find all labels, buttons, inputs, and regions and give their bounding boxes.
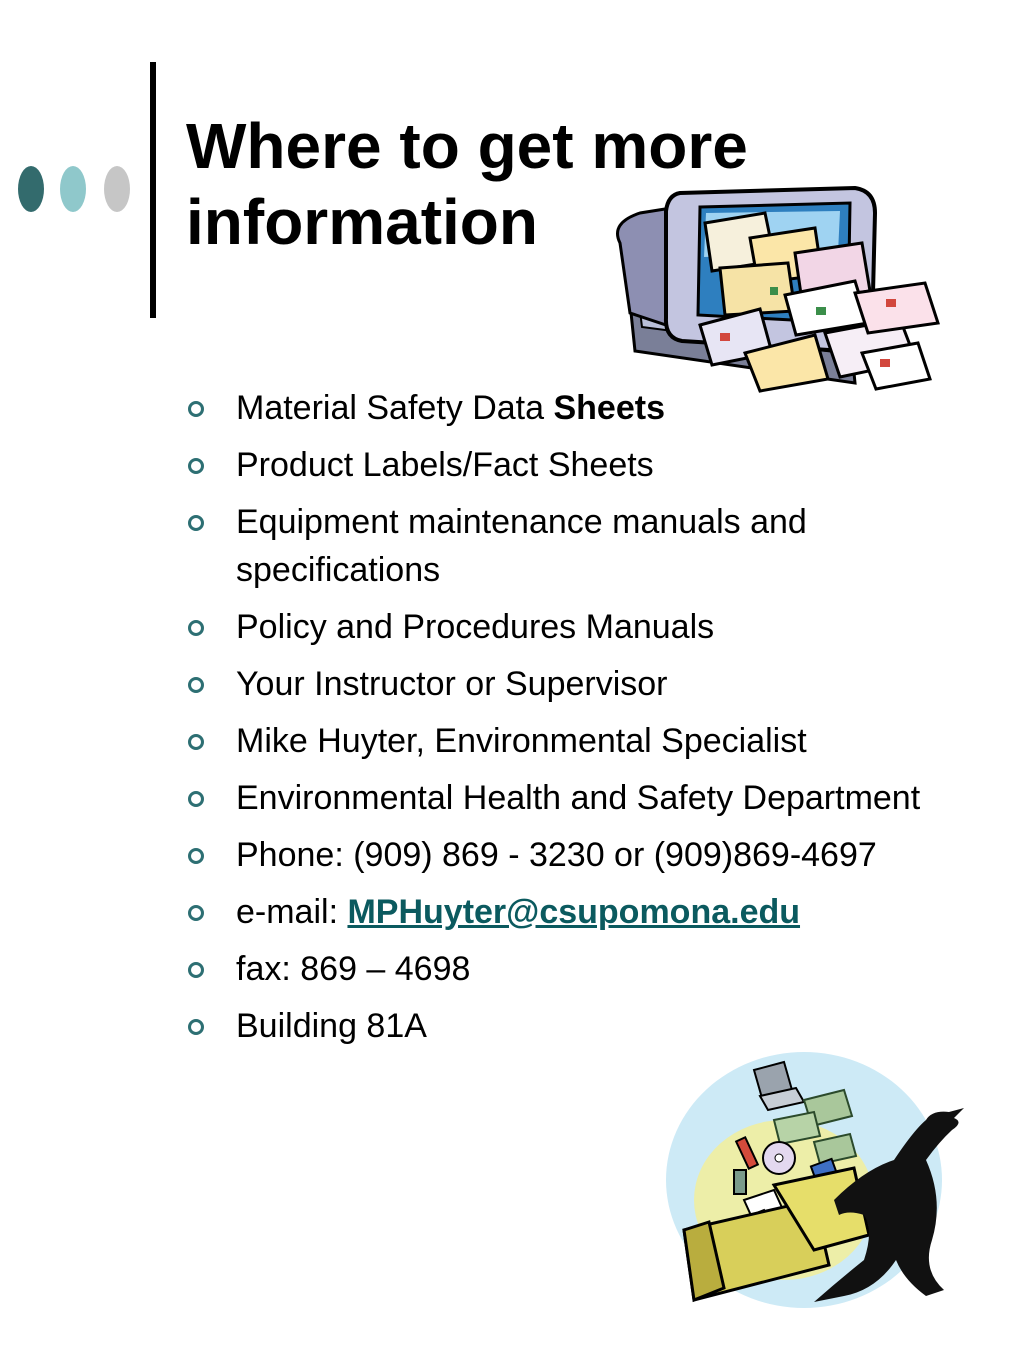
bullet-ring-icon <box>188 1019 204 1035</box>
bullet-ring-icon <box>188 677 204 693</box>
bullet-ring-icon <box>188 515 204 531</box>
bullet-list <box>186 384 976 1059</box>
bullet-ring-icon <box>188 848 204 864</box>
bullet-ring-icon <box>188 458 204 474</box>
bullet-ring-icon <box>188 734 204 750</box>
title-line-1: Where to get more <box>186 110 748 182</box>
title-divider <box>150 62 156 318</box>
list-item: Your Instructor or Supervisor <box>186 660 976 708</box>
dot-dark <box>18 166 44 212</box>
list-item: Environmental Health and Safety Department <box>186 774 976 822</box>
email-link[interactable]: MPHuyter@csupomona.edu <box>347 893 801 931</box>
bullet-ring-icon <box>188 401 204 417</box>
office-drawer-illustration <box>664 1050 974 1332</box>
list-item: e-mail: MPHuyter@csupomona.edu <box>186 888 976 936</box>
list-item: fax: 869 – 4698 <box>186 945 976 993</box>
decorative-dots <box>16 166 136 212</box>
title-line-2: information <box>186 186 538 258</box>
list-item: Material Safety Data Sheets <box>186 384 976 432</box>
list-item: Building 81A <box>186 1002 976 1050</box>
list-item: Product Labels/Fact Sheets <box>186 441 976 489</box>
list-item: Equipment maintenance manuals and specifications <box>186 498 976 594</box>
list-item: Phone: (909) 869 - 3230 or (909)869-4697 <box>186 831 976 879</box>
list-item: Policy and Procedures Manuals <box>186 603 976 651</box>
dot-gray <box>104 166 130 212</box>
dot-light <box>60 166 86 212</box>
list-item: Mike Huyter, Environmental Specialist <box>186 717 976 765</box>
bullet-ring-icon <box>188 791 204 807</box>
computer-envelopes-illustration <box>600 183 945 395</box>
bullet-ring-icon <box>188 620 204 636</box>
bullet-ring-icon <box>188 905 204 921</box>
bullet-ring-icon <box>188 962 204 978</box>
